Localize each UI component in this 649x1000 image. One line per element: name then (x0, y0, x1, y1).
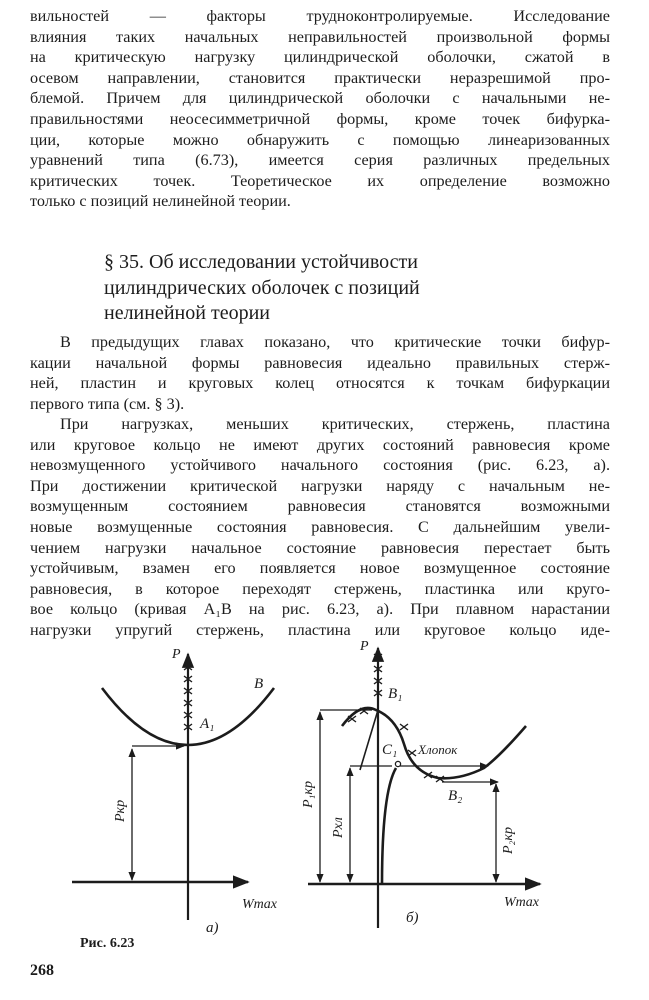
point-b1-label: B₁ (388, 686, 403, 702)
text-line: В предыдущих главах показано, что критические точки бифур- (60, 333, 610, 351)
p-axis-label-a: P (172, 647, 181, 662)
text-line: осевом направлении, становится практически неразрешимой про- (30, 68, 610, 87)
pkr-label: Pкр (113, 799, 128, 822)
heading-line: нелинейной теории (104, 302, 270, 324)
point-a1-label: A₁ (200, 716, 215, 732)
text-line: чением нагрузки начальное состояние равновесия перестает быть (30, 538, 610, 557)
text-line: первого типа (см. § 3). (30, 394, 185, 413)
text-line: на критическую нагрузку цилиндрической оболочки, сжатой в (30, 48, 610, 67)
subfigure-a (72, 654, 274, 920)
point-c1-label: C₁ (382, 742, 398, 758)
text-line: или круговое кольцо не имеют других состояний равновесия кроме (30, 435, 610, 454)
p2kr-label: P₂кр (501, 827, 516, 854)
page-number: 268 (30, 962, 54, 979)
text-line: ней, пластин и круговых колец относятся к точкам бифуркации (30, 374, 610, 393)
imperfect-branch (382, 768, 396, 884)
subfigure-label-b: б) (406, 910, 419, 926)
paragraph-intro (30, 332, 610, 414)
text-line: При нагрузках, меньших критических, стержень, пластина (60, 415, 610, 433)
paragraph-top (30, 6, 610, 212)
subfigure-b (308, 648, 540, 928)
text-line: правильностями неосесимметричной формы, кроме точек бифурка- (30, 109, 610, 128)
text-line: равновесия, в которое переходят стержень, пластинка или круго- (30, 579, 610, 598)
text-line: кации начальной формы равновесия идеально правильных стерж- (30, 353, 610, 372)
text-line: вое кольцо (кривая A₁B на рис. 6.23, а). При плавном нарастании (30, 600, 610, 619)
figure-drawing (60, 632, 620, 952)
p1kr-label: P₁кр (301, 781, 316, 808)
section-heading (104, 250, 544, 327)
text-line: нагрузки упругий стержень, пластина или круговое кольцо иде- (30, 620, 610, 639)
text-line: возмущенным состоянием равновесия становятся возможными (30, 497, 610, 516)
text-line: невозмущенного устойчивого начального состояния (рис. 6.23, а). (30, 456, 610, 475)
subfigure-label-a: а) (206, 920, 219, 936)
text-line: ции, которые можно обнаружить с помощью линеаризованных (30, 130, 610, 149)
unstable-branch-left (360, 710, 378, 770)
w-axis-label-a: Wmax (242, 897, 277, 912)
text-line: влияния таких начальных неправильностей произвольной формы (30, 27, 610, 46)
point-b2-label: B₂ (448, 788, 463, 804)
paragraph-main (30, 414, 610, 641)
text-line: вильностей — факторы трудноконтролируемые. Исследование (30, 7, 610, 25)
text-line: критических точек. Теоретическое их определение возможно (30, 171, 610, 190)
heading-line: § 35. Об исследовании устойчивости (104, 251, 418, 273)
figure-6-23 (60, 632, 620, 952)
p-axis-label-b: P (360, 639, 369, 654)
text-line: блемой. Причем для цилиндрической оболочки с начальными не- (30, 89, 610, 108)
pkhl-label: Pхл (331, 817, 346, 838)
khlopok-label: Хлопок (418, 742, 458, 757)
curve-b-label-a: B (254, 676, 264, 692)
point-c1-marker (395, 761, 400, 766)
text-line: При достижении критической нагрузки наряду с начальным не- (30, 476, 610, 495)
text-line: новые возмущенные состояния равновесия. С дальнейшим увели- (30, 517, 610, 536)
w-axis-label-b: Wmax (504, 895, 539, 910)
text-line: уравнений типа (6.73), имеется серия различных предельных (30, 151, 610, 170)
heading-line: цилиндрических оболочек с позиций (104, 276, 420, 299)
text-line: устойчивым, взамен его появляется новое возмущенное состояние (30, 559, 610, 578)
figure-caption: Рис. 6.23 (80, 936, 135, 951)
text-line: только с позиций нелинейной теории. (30, 192, 291, 211)
